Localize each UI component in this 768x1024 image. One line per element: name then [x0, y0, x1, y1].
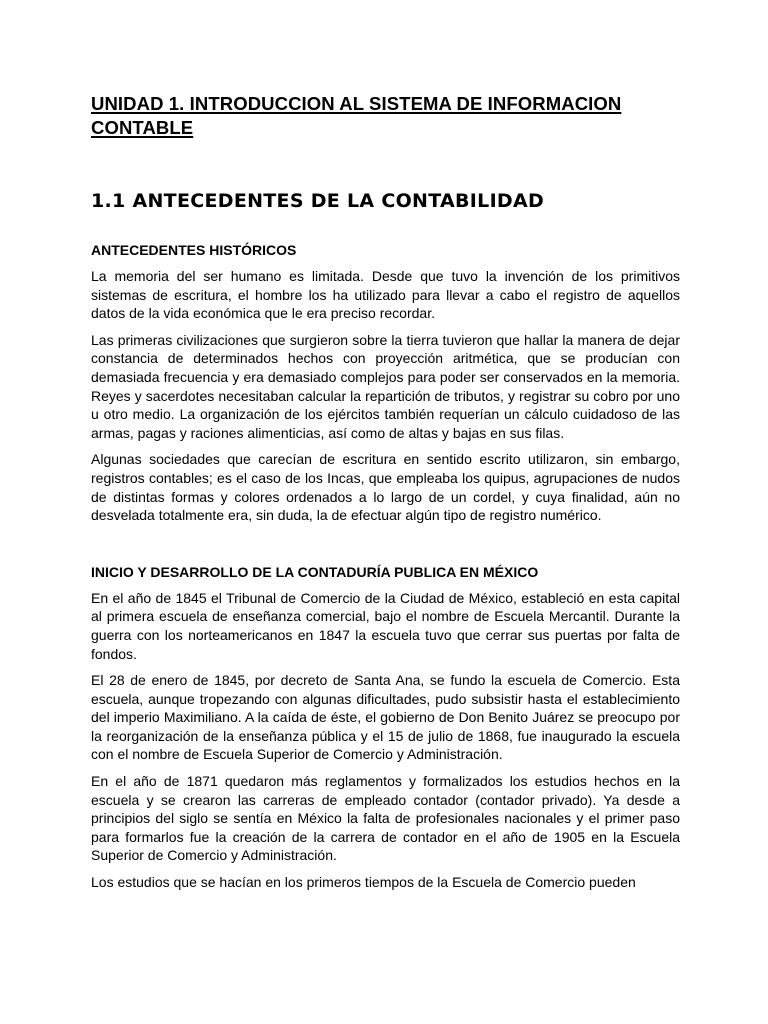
paragraph: La memoria del ser humano es limitada. Desde que tuvo la invención de los primitivos sistemas de escritura, el hombre los ha utilizado para llevar a cabo el registro de aquellos datos de la vida económica que le era preciso recordar.	[91, 268, 680, 322]
subsection-heading: ANTECEDENTES HISTÓRICOS	[91, 242, 297, 258]
section-title: 1.1 ANTECEDENTES DE LA CONTABILIDAD	[91, 190, 545, 212]
paragraph: Algunas sociedades que carecían de escritura en sentido escrito utilizaron, sin embargo, registros contables; es el caso de los Incas, que empleaba los quipus, agrupaciones de nudos de distintas formas y colores ordenados a lo largo de un cordel, y cuya finalidad, aún no desvelada totalmente era, sin duda, la de efectuar algún tipo de registro numérico.	[91, 451, 680, 524]
subsection-contaduria-mexico	[91, 563, 680, 892]
paragraph: Los estudios que se hacían en los primeros tiempos de la Escuela de Comercio pueden	[91, 874, 636, 891]
paragraph: En el año de 1845 el Tribunal de Comercio de la Ciudad de México, estableció en esta capital al primera escuela de enseñanza comercial, bajo el nombre de Escuela Mercantil. Durante la guerra con los norteamericanos en 1847 la escuela tuvo que cerrar sus puertas por falta de fondos.	[91, 589, 680, 662]
subsection-antecedentes-historicos	[91, 241, 680, 525]
subsection-heading: INICIO Y DESARROLLO DE LA CONTADURÍA PUBLICA EN MÉXICO	[91, 563, 539, 580]
paragraph: En el año de 1871 quedaron más reglamentos y formalizados los estudios hechos en la escuela y se crearon las carreras de empleado contador (contador privado). Ya desde a principios del siglo se sentía en México la falta de profesionales nacionales y el primer paso para formarlos fue la creación de la carrera de contador en el año de 1905 en la Escuela Superior de Comercio y Administración.	[91, 773, 680, 864]
paragraph: El 28 de enero de 1845, por decreto de Santa Ana, se fundo la escuela de Comercio. Esta escuela, aunque tropezando con algunas dificultades, pudo subsistir hasta el establecimiento del imperio Maximiliano. A la caída de éste, el gobierno de Don Benito Juárez se preocupo por la reorganización de la enseñanza pública y el 15 de julio de 1868, fue inaugurado la escuela con el nombre de Escuela Superior de Comercio y Administración.	[91, 672, 680, 763]
paragraph: Las primeras civilizaciones que surgieron sobre la tierra tuvieron que hallar la manera de dejar constancia de determinados hechos con proyección aritmética, que se producían con demasiada frecuencia y era demasiado complejos para poder ser conservados en la memoria. Reyes y sacerdotes necesitaban calcular la repartición de tributos, y registrar su cobro por uno u otro medio. La organización de los ejércitos también requerían un cálculo cuidadoso de las armas, pagas y raciones alimenticias, así como de altas y bajas en sus filas.	[91, 331, 680, 441]
unit-title: UNIDAD 1. INTRODUCCION AL SISTEMA DE INFORMACION CONTABLE	[91, 93, 622, 138]
document-page	[91, 92, 680, 892]
